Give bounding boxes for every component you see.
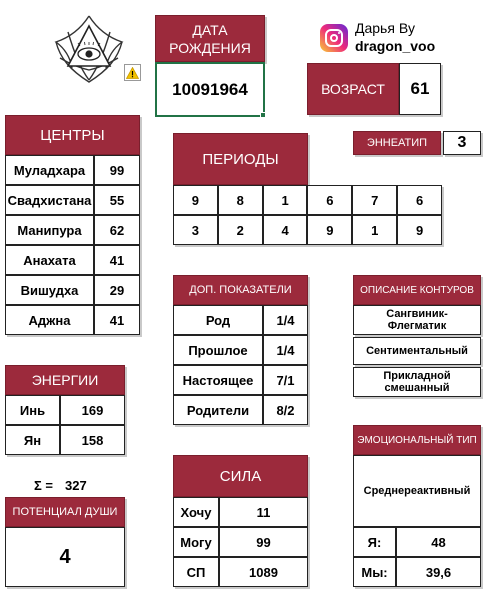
period-cell: 1 [352, 215, 397, 245]
emotional-header [353, 425, 481, 455]
period-cell: 8 [218, 185, 263, 215]
emotional-label: ЭМОЦИОНАЛЬНЫЙ ТИП [357, 434, 477, 446]
extra-header [173, 275, 308, 305]
birth-date-header [155, 15, 265, 62]
center-name: Аджна [5, 305, 94, 335]
enneatype-label: ЭННЕАТИП [366, 137, 428, 149]
centers-table [5, 155, 140, 335]
extra-name: Родители [173, 395, 263, 425]
periods-table [173, 185, 442, 245]
sum-label: Σ = [34, 478, 54, 493]
selection-fill-handle[interactable] [260, 112, 266, 118]
age-header [307, 63, 399, 115]
eye-of-providence-logo [50, 12, 128, 90]
emotional-text: Среднереактивный [363, 485, 471, 497]
contour-item [353, 337, 481, 365]
energies-header [5, 365, 125, 395]
centers-label: ЦЕНТРЫ [40, 126, 105, 144]
center-value: 41 [94, 245, 140, 275]
contours-header [353, 275, 481, 305]
period-cell: 6 [307, 185, 352, 215]
power-name: Могу [173, 527, 219, 557]
power-header [173, 455, 308, 497]
contour-text: Сангвиник-Флегматик [386, 308, 448, 332]
extra-name: Род [173, 305, 263, 335]
birth-date-value: 10091964 [172, 79, 248, 99]
instagram-icon[interactable] [320, 24, 348, 52]
power-label: СИЛА [219, 467, 262, 485]
center-value: 55 [94, 185, 140, 215]
energy-value: 169 [60, 395, 125, 425]
emotional-value [353, 455, 481, 527]
extra-value: 1/4 [263, 305, 308, 335]
emotional-number: 48 [396, 527, 481, 557]
enneatype-number: 3 [457, 134, 467, 151]
power-value: 99 [219, 527, 308, 557]
energies-table [5, 395, 125, 455]
power-name: Хочу [173, 497, 219, 527]
period-cell: 9 [397, 215, 442, 245]
enneatype-value [443, 131, 481, 155]
soul-label: ПОТЕНЦИАЛ ДУШИ [12, 506, 118, 518]
center-name: Манипура [5, 215, 94, 245]
periods-header [173, 133, 308, 185]
center-name: Вишудха [5, 275, 94, 305]
contour-text: Прикладной смешанный [383, 370, 451, 394]
center-name: Анахата [5, 245, 94, 275]
age-value [399, 63, 441, 115]
period-cell: 9 [307, 215, 352, 245]
extra-name: Прошлое [173, 335, 263, 365]
soul-header [5, 497, 125, 527]
extra-label: ДОП. ПОКАЗАТЕЛИ [189, 284, 292, 296]
birth-date-label: ДАТА РОЖДЕНИЯ [169, 21, 251, 56]
emotional-number: 39,6 [396, 557, 481, 587]
period-cell: 2 [218, 215, 263, 245]
age-label: ВОЗРАСТ [321, 81, 385, 97]
power-value: 1089 [219, 557, 308, 587]
power-table [173, 497, 308, 587]
contour-text: Сентиментальный [366, 345, 468, 357]
emotional-table [353, 527, 481, 587]
center-name: Свадхистана [5, 185, 94, 215]
period-cell: 7 [352, 185, 397, 215]
period-cell: 4 [263, 215, 308, 245]
extra-value: 7/1 [263, 365, 308, 395]
energy-name: Ян [5, 425, 60, 455]
extra-name: Настоящее [173, 365, 263, 395]
emotional-name: Мы: [353, 557, 396, 587]
profile-handle[interactable]: dragon_voo [355, 38, 436, 54]
energy-value: 158 [60, 425, 125, 455]
period-cell: 6 [397, 185, 442, 215]
extra-value: 1/4 [263, 335, 308, 365]
energy-name: Инь [5, 395, 60, 425]
extra-value: 8/2 [263, 395, 308, 425]
power-name: СП [173, 557, 219, 587]
extra-table [173, 305, 308, 425]
center-value: 62 [94, 215, 140, 245]
contours-label: ОПИСАНИЕ КОНТУРОВ [360, 284, 474, 296]
birth-date-cell[interactable] [155, 62, 265, 117]
period-cell: 3 [173, 215, 218, 245]
periods-label: ПЕРИОДЫ [202, 150, 279, 168]
period-cell: 9 [173, 185, 218, 215]
warning-icon[interactable] [124, 64, 141, 81]
enneatype-header [353, 131, 441, 155]
profile-name: Дарья Ву [355, 20, 415, 36]
contour-item [353, 367, 481, 397]
period-cell: 1 [263, 185, 308, 215]
contour-item [353, 305, 481, 335]
power-value: 11 [219, 497, 308, 527]
center-name: Муладхара [5, 155, 94, 185]
center-value: 99 [94, 155, 140, 185]
emotional-name: Я: [353, 527, 396, 557]
centers-header [5, 115, 140, 155]
soul-number: 4 [59, 545, 71, 568]
age-number: 61 [410, 79, 430, 98]
energies-label: ЭНЕРГИИ [31, 372, 99, 388]
center-value: 41 [94, 305, 140, 335]
center-value: 29 [94, 275, 140, 305]
soul-value [5, 527, 125, 587]
sum-value: 327 [65, 478, 87, 493]
